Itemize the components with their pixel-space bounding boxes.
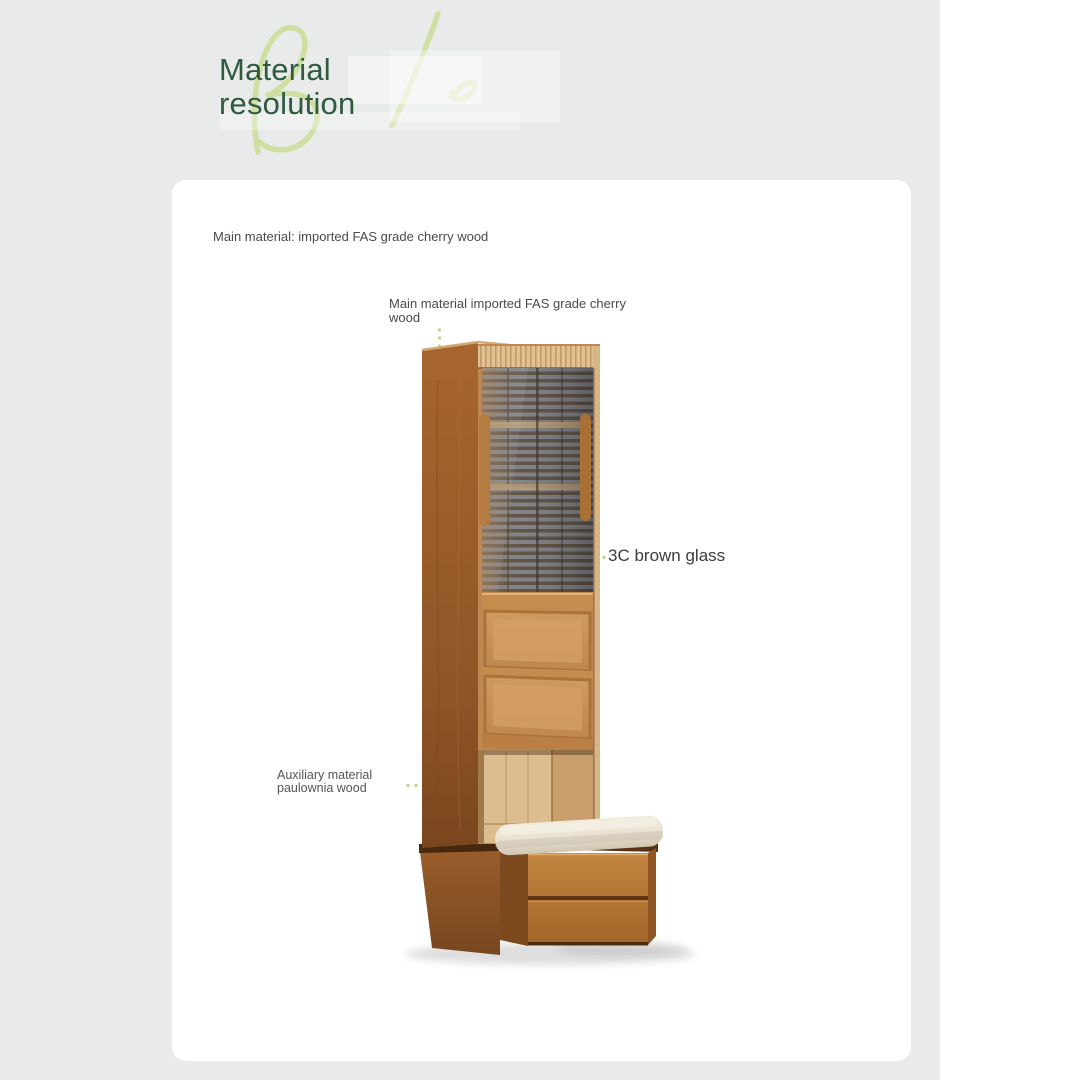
flap-doors	[482, 592, 593, 751]
page-title-line1: Material	[219, 52, 331, 87]
door-track	[478, 346, 600, 368]
drawer-divider	[528, 896, 648, 900]
cherry-wood-callout-label: Main material imported FAS grade cherry wood	[389, 296, 626, 325]
paulownia-callout-label: Auxiliary material paulownia wood	[277, 768, 373, 795]
door-handle-left	[479, 414, 490, 526]
glass-callout-label: 3C brown glass	[608, 546, 726, 565]
glass-doors	[479, 368, 593, 592]
cabinet-front	[478, 344, 600, 844]
page-title	[219, 53, 355, 121]
cherry-cabinet-with-bench-illustration	[400, 330, 700, 980]
cabinet-plinth	[419, 842, 500, 955]
door-handle-right	[580, 414, 591, 521]
main-material-note: Main material: imported FAS grade cherry wood	[213, 229, 489, 244]
page-title-line2: resolution	[219, 86, 356, 121]
